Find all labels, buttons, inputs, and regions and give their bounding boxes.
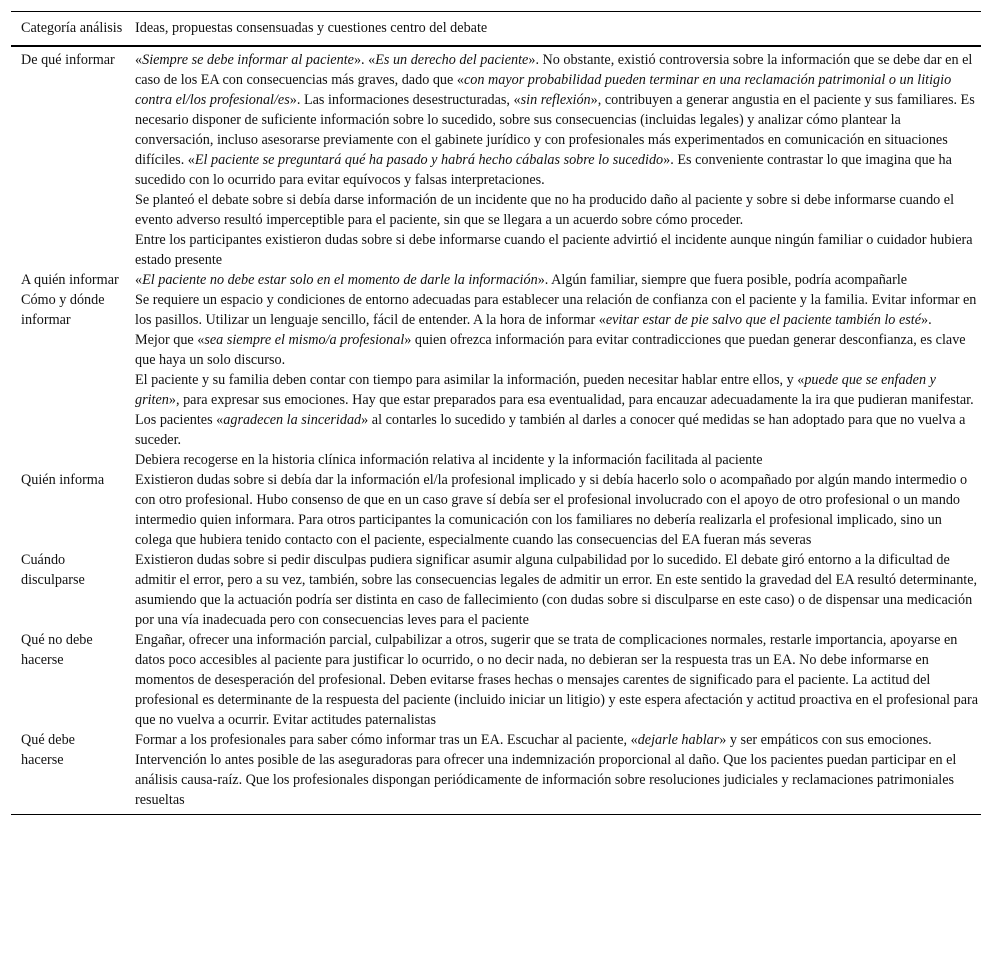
text-segment: ». Las informaciones desestructuradas, «: [289, 92, 521, 108]
text-segment: Los pacientes «: [135, 412, 224, 428]
row-ideas: [125, 290, 981, 470]
ideas-paragraph: [135, 50, 981, 190]
quoted-text: Siempre se debe informar al paciente: [142, 52, 354, 68]
ideas-paragraph: [135, 270, 981, 290]
ideas-paragraph: [135, 550, 981, 630]
quoted-text: con mayor probabilidad pueden terminar en una reclamación patrimonial o un litigio contra el/los profesional/es: [135, 72, 952, 108]
text-segment: Debiera recogerse en la historia clínica información relativa al incidente y la información facilitada al paciente: [135, 452, 763, 468]
ideas-paragraph: [135, 630, 981, 730]
table-container: [11, 11, 981, 815]
quoted-text: puede que se enfaden y griten: [135, 372, 936, 408]
quoted-text: evitar estar de pie salvo que el paciente también lo esté: [605, 312, 921, 328]
quoted-text: El paciente no debe estar solo en el momento de darle la información: [142, 272, 538, 288]
quoted-text: agradecen la sinceridad: [223, 412, 362, 428]
row-category: Cómo y dónde informar: [21, 292, 105, 328]
row-ideas: [125, 550, 981, 630]
ideas-paragraph: [135, 730, 981, 810]
quoted-text: El paciente se preguntará qué ha pasado y habrá hecho cábalas sobre lo sucedido: [194, 152, 664, 168]
text-segment: Formar a los profesionales para saber cómo informar tras un EA. Escuchar al paciente, «: [135, 732, 638, 748]
table-row: [11, 270, 981, 290]
text-segment: Mejor que «: [135, 332, 205, 348]
ideas-paragraph: [135, 470, 981, 550]
debate-table: [11, 11, 981, 815]
row-category: Qué no debe hacerse: [21, 632, 93, 668]
quoted-text: Es un derecho del paciente: [375, 52, 529, 68]
table-row: [11, 550, 981, 630]
row-ideas: [125, 630, 981, 730]
ideas-paragraph: [135, 450, 981, 470]
text-segment: » quien ofrezca información para evitar contradicciones que puedan generar desconfianza, es clave que haya un solo discurso.: [135, 332, 966, 368]
ideas-paragraph: [135, 230, 981, 270]
text-segment: Existieron dudas sobre si pedir disculpas pudiera significar asumir alguna culpabilidad por lo sucedido. El debate giró entorno a la dificultad de admitir el error, pero a su vez, también, sobre las consecuencias legales de admitir un error. En este sentido la gravedad del EA resultó determinante, asumiendo que la actuación podría ser distinta en caso de fallecimiento (con dudas sobre si disculparse en este caso) o de dispensar una medicación por una vía inadecuada pero con consecuencias leves para el paciente: [135, 552, 978, 628]
row-ideas: [125, 46, 981, 270]
text-segment: Entre los participantes existieron dudas sobre si debe informarse cuando el paciente advirtió el incidente aunque ningún familiar o cuidador hubiera estado presente: [135, 232, 973, 268]
quoted-text: sea siempre el mismo/a profesional: [204, 332, 405, 348]
table-row: [11, 730, 981, 815]
quoted-text: sin reflexión: [520, 92, 591, 108]
text-segment: », contribuyen a generar angustia en el paciente y sus familiares. Es necesario disponer de suficiente información sobre lo sucedido, sobre sus consecuencias (incluidas legales) y analizar cómo plantear la conversación, incluso asesorarse previamente con el gabinete jurídico y con profesionales más experimentados en comunicación en situaciones difíciles. «: [135, 92, 975, 168]
text-segment: » al contarles lo sucedido y también al darles a conocer qué medidas se han adoptado para que no vuelva a suceder.: [135, 412, 966, 448]
row-category: Cuándo disculparse: [21, 552, 85, 588]
table-row: [11, 470, 981, 550]
table-row: [11, 290, 981, 470]
table-row: [11, 46, 981, 270]
ideas-paragraph: [135, 290, 981, 330]
header-category: Categoría análisis: [21, 20, 123, 36]
row-category: De qué informar: [21, 52, 115, 68]
row-ideas: [125, 730, 981, 815]
text-segment: Engañar, ofrecer una información parcial, culpabilizar a otros, sugerir que se trata de complicaciones normales, restarle importancia, apoyarse en datos poco accesibles al paciente para justificar lo ocurrido, o no decir nada, no debieran ser la respuesta tras un EA. No debe informarse en momentos de desesperación del profesional. Deben evitarse frases hechas o mensajes carentes de significado para el paciente. La actitud del profesional es determinante de la respuesta del paciente (incluido iniciar un litigio) y este espera afectación y actitud proactiva en el profesional para que no vuelva a ocurrir. Evitar actitudes paternalistas: [135, 632, 979, 728]
row-category: A quién informar: [21, 272, 119, 288]
text-segment: ». No obstante, existió controversia sobre la información que se debe dar en el caso de los EA con consecuencias más graves, dado que «: [135, 52, 973, 88]
text-segment: Existieron dudas sobre si debía dar la información el/la profesional implicado y si debía hacerlo solo o acompañado por algún mando intermedio o con otro profesional. Hubo consenso de que en un caso grave sí debía ser el profesional involucrado con el apoyo de otro profesional o un mando intermedio quien informara. Para otros participantes la comunicación con los familiares no debería realizarla el profesional implicado, sino un colega que hubiera tenido contacto con el paciente, especialmente cuando las consecuencias del EA fueran más severas: [135, 472, 968, 548]
text-segment: » y ser empáticos con sus emociones. Intervención lo antes posible de las aseguradoras para ofrecer una indemnización proporcional al daño. Que los pacientes puedan participar en el análisis causa-raíz. Que los profesionales dispongan periódicamente de información sobre resoluciones judiciales y reclamaciones patrimoniales resueltas: [135, 732, 957, 808]
table-row: [11, 630, 981, 730]
text-segment: ». Es conveniente contrastar lo que imagina que ha sucedido con lo ocurrido para evitar equívocos y falsas interpretaciones.: [135, 152, 952, 188]
header-ideas: Ideas, propuestas consensuadas y cuestiones centro del debate: [135, 20, 488, 36]
text-segment: », para expresar sus emociones. Hay que estar preparados para esa eventualidad, para encauzar adecuadamente la ira que pudieran manifestar.: [168, 392, 974, 408]
row-ideas: [125, 470, 981, 550]
text-segment: «: [135, 272, 143, 288]
text-segment: «: [135, 52, 143, 68]
text-segment: Se requiere un espacio y condiciones de entorno adecuadas para establecer una relación de confianza con el paciente y la familia. Evitar informar en los pasillos. Utilizar un lenguaje sencillo, fácil de entender. A la hora de informar «: [135, 292, 977, 328]
text-segment: ». «: [353, 52, 376, 68]
text-segment: Se planteó el debate sobre si debía darse información de un incidente que no ha producido daño al paciente y sobre si debe informarse cuando el evento adverso resultó imperceptible para el paciente, sin que se llegara a un acuerdo sobre cómo proceder.: [135, 192, 955, 228]
table-body: [11, 46, 981, 815]
text-segment: ». Algún familiar, siempre que fuera posible, podría acompañarle: [537, 272, 908, 288]
table-header-row: [11, 12, 981, 47]
row-category: Qué debe hacerse: [21, 732, 75, 768]
ideas-paragraph: [135, 190, 981, 230]
text-segment: El paciente y su familia deben contar con tiempo para asimilar la información, pueden necesitar hablar entre ellos, y «: [135, 372, 805, 388]
row-category: Quién informa: [21, 472, 105, 488]
ideas-paragraph: [135, 410, 981, 450]
quoted-text: dejarle hablar: [637, 732, 720, 748]
ideas-paragraph: [135, 370, 981, 410]
row-ideas: [125, 270, 981, 290]
text-segment: ».: [921, 312, 932, 328]
ideas-paragraph: [135, 330, 981, 370]
